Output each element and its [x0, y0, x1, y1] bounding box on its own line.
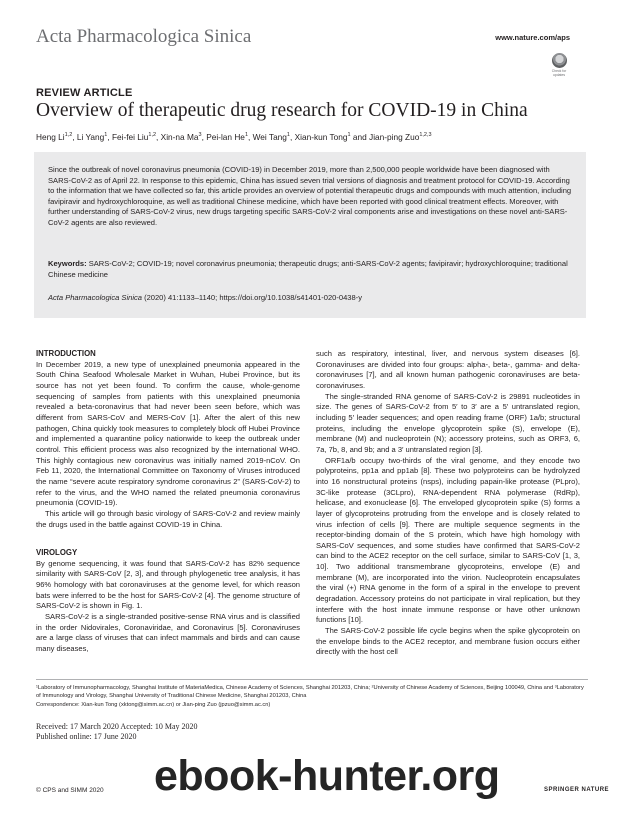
received-accepted: Received: 17 March 2020 Accepted: 10 May 2020	[36, 722, 198, 731]
publisher-logo: SPRINGER NATURE	[544, 787, 610, 793]
published-online: Published online: 17 June 2020	[36, 731, 137, 741]
affiliations: ¹Laboratory of Immunopharmacology, Shanghai Institute of MateriaMedica, Chinese Academy of Sciences, Shanghai 201203, China; ²University of Chinese Academy of Sciences, Beijing 100049, China and ³Laboratory of Immunology and Virology, Shanghai University of Traditional Chinese Medicine, Shanghai 201203, China	[36, 685, 584, 700]
intro-paragraph-1: In December 2019, a new type of unexplained pneumonia appeared in the South China Seafood Wholesale Market in Wuhan, Hubei Province, but its source has not yet been found. To confirm the cause, whole-genome sequencing of samples from patients with this unexplained pneumonia revealed a beta-coronavirus that had never been seen before, which was different from SARS-CoV and MERS-CoV [1]. After the alert of this new pathogen, China quickly took measures to completely block off Hubei Province and implemented a quarantine policy nationwide to keep the outbreak under control. This efficient process was also recognized by the international WHO. This highly contagious new coronavirus was initially named 2019-nCoV. On Feb 11, 2020, the International Committee on Taxonomy of Viruses introduced the name “severe acute respiratory syndrome coronavirus 2” (SARS-CoV-2) to refer to the virus, and the WHO named the related pneumonia coronavirus pneumonia (COVID-19).	[36, 359, 300, 508]
copyright: © CPS and SIMM 2020	[36, 787, 104, 794]
author-name: Fei-fei Liu$^{1,2}$	[111, 132, 157, 142]
left-column	[36, 349, 300, 655]
keywords-label: Keywords:	[48, 259, 87, 268]
body-paragraph-2: The single-stranded RNA genome of SARS-CoV-2 is 29891 nucleotides in size. The genes of SARS-CoV-2 from 5′ to 3′ are a 5′ untranslated region, including 5′ leader sequences; and open reading frame (ORF) 1a/b; structural proteins, including the envelope glycoprotein spike (S), envelope (E), membrane (M) and nucleoprotein (N); accessory proteins, such as ORF3, 6, 7a, 7b, 8, and 9b; and a 3′ untranslated region [3].	[316, 391, 580, 454]
author-name: Xian-kun Tong$^1$	[294, 132, 351, 142]
section-heading-virology: VIROLOGY	[36, 548, 78, 558]
correspondence: Correspondence: Xian-kun Tong (xktong@simm.ac.cn) or Jian-ping Zuo (jpzuo@simm.ac.cn)	[36, 701, 271, 708]
author-name: Heng Li$^{1,2}$	[36, 132, 73, 142]
check-for-updates-badge[interactable]	[550, 53, 568, 81]
keywords-text: SARS-CoV-2; COVID-19; novel coronavirus pneumonia; therapeutic drugs; anti-SARS-CoV-2 agents; favipiravir; hydroxychloroquine; traditional Chinese medicine	[48, 259, 568, 279]
body-paragraph-3: ORF1a/b occupy two-thirds of the viral genome, and they encode two polyproteins, pp1a and pp1ab [8]. These two polyproteins can be hydrolyzed into 16 nonstructural proteins (nsps), including papain-like protease (PLpro), 3C-like protease (3CLpro), RNA-dependent RNA polymerase (RdRp), helicase, and exonuclease [6]. The enveloped glycoprotein spike (S) forms a layer of glycoproteins protruding from the envelope and is closely related to virus infection of cells [9]. There are multiple sequence segments in the receptor-binding domain of the S protein, which have high homology with SARS-CoV sequences, and some studies have confirmed that SARS-CoV-2 can bind to the ACE2 receptor on the cell surface, similar to SARS-CoV [1, 3, 10]. Two additional transmembrane glycoproteins, envelope (E) and membrane (M), are incorporated into the virion. Nucleoprotein encapsulates the viral (+) RNA genome in the form of a spiral in the envelope to prevent degradation. Accessory proteins do not participate in viral replication, but they interfere with the host innate immune response or have other unknown functions [10].	[316, 455, 580, 625]
article-type: REVIEW ARTICLE	[36, 87, 133, 99]
citation	[48, 293, 572, 302]
journal-name: Acta Pharmacologica Sinica	[36, 26, 252, 47]
author-affiliation: 1,2,3	[419, 132, 432, 139]
virology-paragraph-1: By genome sequencing, it was found that SARS-CoV-2 has 82% sequence similarity with SARS-CoV [2, 3], and through phylogenetic tree analysis, it has 96% homology with bat coronaviruses at the genome level, for which reason bats were inferred to be the host for SARS-CoV-2 [4]. The genome structure of SARS-CoV-2 is shown in Fig. 1.	[36, 558, 300, 611]
author-affiliation: 1	[244, 132, 248, 139]
citation-details: (2020) 41:1133–1140; https://doi.org/10.1038/s41401-020-0438-y	[141, 293, 362, 302]
citation-journal: Acta Pharmacologica Sinica	[48, 293, 142, 302]
updates-icon	[552, 53, 567, 68]
watermark: ebook-hunter.org	[154, 752, 500, 800]
body-paragraph-1: such as respiratory, intestinal, liver, and nervous system diseases [6]. Coronaviruses are divided into four groups: alpha-, beta-, gamma- and delta-coronaviruses [7], and all known human pathogenic coronaviruses are beta-coronaviruses.	[316, 349, 580, 390]
right-column	[316, 349, 580, 658]
author-affiliation: 3	[198, 132, 202, 139]
journal-url-link[interactable]: www.nature.com/aps	[495, 33, 570, 42]
author-affiliation: 1	[104, 132, 108, 139]
virology-paragraph-2: SARS-CoV-2 is a single-stranded positive-sense RNA virus and is classified in the order Nidovirales, Coronaviridae, and Coronavirus [5]. Coronaviruses are a large class of viruses that can infect mammals and birds and can cause many diseases,	[36, 612, 300, 654]
footnotes	[36, 684, 588, 709]
intro-paragraph-2: This article will go through basic virology of SARS-CoV-2 and review mainly the drugs used in the battle against COVID-19 in China.	[36, 508, 300, 529]
section-heading-introduction: INTRODUCTION	[36, 349, 96, 358]
author-name: Jian-ping Zuo$^{1,2,3}$	[369, 132, 432, 142]
abstract-text: Since the outbreak of novel coronavirus pneumonia (COVID-19) in December 2019, more than 2,500,000 people worldwide have been diagnosed with SARS-CoV-2 as of April 22. In response to this epidemic, China has issued seven trial versions of diagnosis and treatment protocol for COVID-19. According to the information that we have collected so far, this article provides an overview of potential therapeutic drugs and compounds with much attention, including favipiravir and hydroxychloroquine, as well as traditional Chinese medicine, which have been reported with good clinical treatment effects. Moreover, with further understanding of SARS-CoV-2 virus, new drugs targeting specific SARS-CoV-2 viral components arise and investigations on these novel anti-SARS-CoV-2 agents are also reviewed.	[48, 165, 572, 227]
author-name: Pei-lan He$^1$	[206, 132, 248, 142]
author-list: Heng Li$^{1,2}$, Li Yang$^1$, Fei-fei Liu$^{1,2}$, Xin-na Ma$^3$, Pei-lan He$^1$, Wei Tang$^1$, Xian-kun Tong$^1$ and Jian-ping Zuo$^{1,2,3}$	[36, 132, 432, 142]
author-name: Li Yang$^1$	[76, 132, 108, 142]
article-dates	[36, 722, 198, 741]
body-paragraph-4: The SARS-CoV-2 possible life cycle begins when the spike glycoprotein on the envelope binds to the ACE2 receptor, and membrane fusion occurs either directly with the host cell	[316, 626, 580, 657]
author-name: Xin-na Ma$^3$	[160, 132, 202, 142]
footnote-divider	[36, 679, 588, 680]
updates-label: Check for updates	[551, 69, 567, 77]
author-affiliation: 1,2	[148, 132, 157, 139]
author-affiliation: 1	[347, 132, 351, 139]
article-title: Overview of therapeutic drug research for COVID-19 in China	[36, 100, 528, 121]
author-affiliation: 1,2	[64, 132, 73, 139]
keywords	[48, 259, 572, 280]
author-name: Wei Tang$^1$	[252, 132, 290, 142]
author-affiliation: 1	[286, 132, 290, 139]
